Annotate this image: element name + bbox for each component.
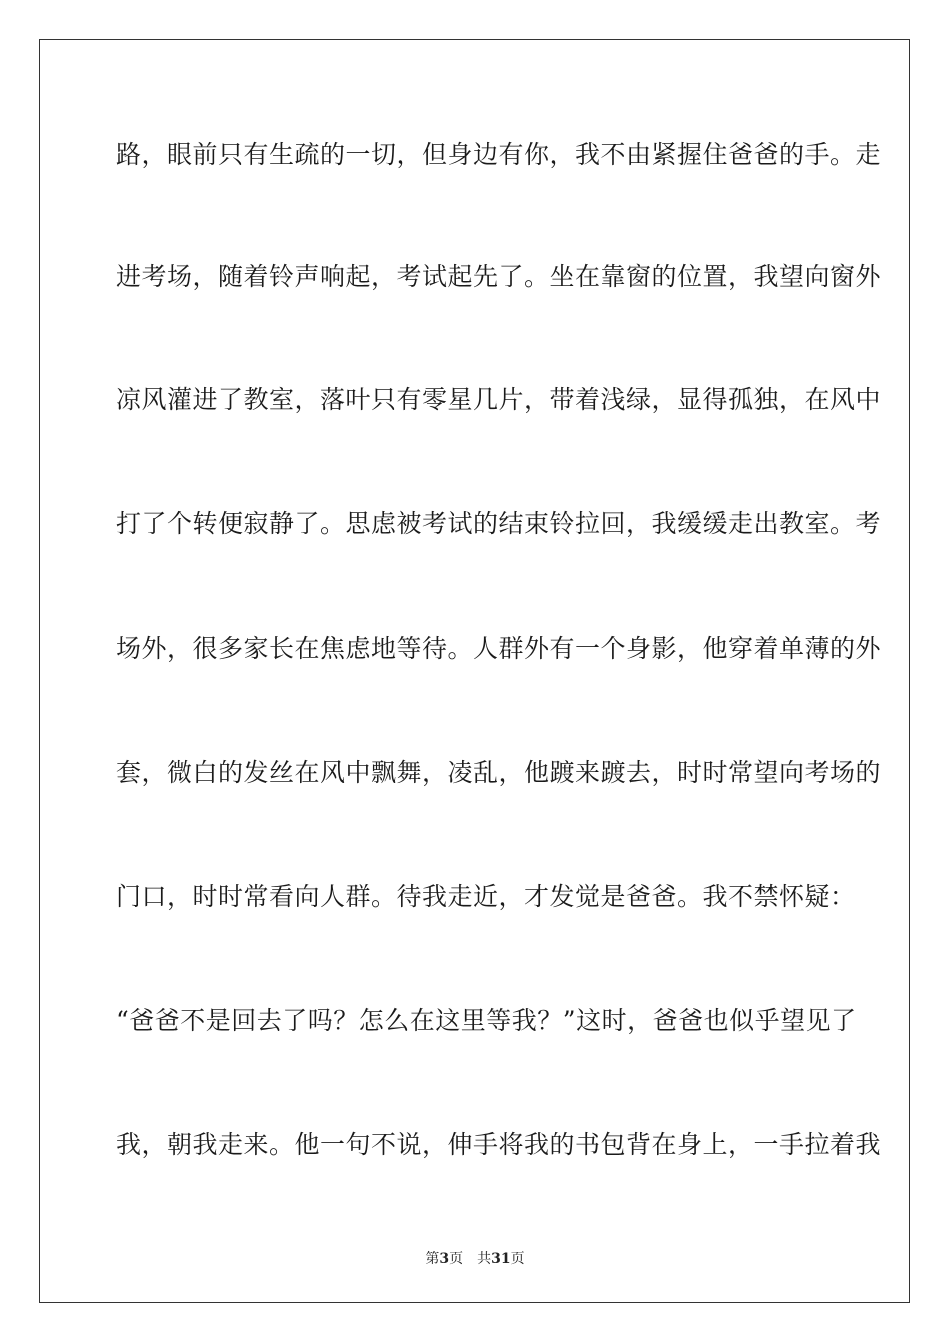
footer-total-prefix: 共 <box>477 1251 492 1267</box>
text-line-2: 进考场，随着铃声响起，考试起先了。坐在靠窗的位置，我望向窗外 <box>116 262 882 291</box>
footer-page-suffix: 页 <box>449 1251 464 1267</box>
footer-total-suffix: 页 <box>510 1251 525 1267</box>
text-line-1: 路，眼前只有生疏的一切，但身边有你，我不由紧握住爸爸的手。走 <box>116 140 882 169</box>
text-line-5: 场外，很多家长在焦虑地等待。人群外有一个身影，他穿着单薄的外 <box>116 634 882 663</box>
footer-total-pages: 31 <box>491 1251 511 1267</box>
footer-page-number: 3 <box>439 1251 450 1267</box>
text-line-4: 打了个转便寂静了。思虑被考试的结束铃拉回，我缓缓走出教室。考 <box>116 509 882 538</box>
page-border <box>39 39 910 1303</box>
text-line-7: 门口，时时常看向人群。待我走近，才发觉是爸爸。我不禁怀疑： <box>116 882 856 911</box>
text-line-3: 凉风灌进了教室，落叶只有零星几片，带着浅绿，显得孤独，在风中 <box>116 385 882 414</box>
footer-page-prefix: 第 <box>425 1251 440 1267</box>
text-line-8: “爸爸不是回去了吗？怎么在这里等我？”这时，爸爸也似乎望见了 <box>116 1006 857 1035</box>
text-line-9: 我，朝我走来。他一句不说，伸手将我的书包背在身上，一手拉着我 <box>116 1130 882 1159</box>
page-footer <box>0 1248 950 1268</box>
text-line-6: 套，微白的发丝在风中飘舞，凌乱，他踱来踱去，时时常望向考场的 <box>116 758 882 787</box>
